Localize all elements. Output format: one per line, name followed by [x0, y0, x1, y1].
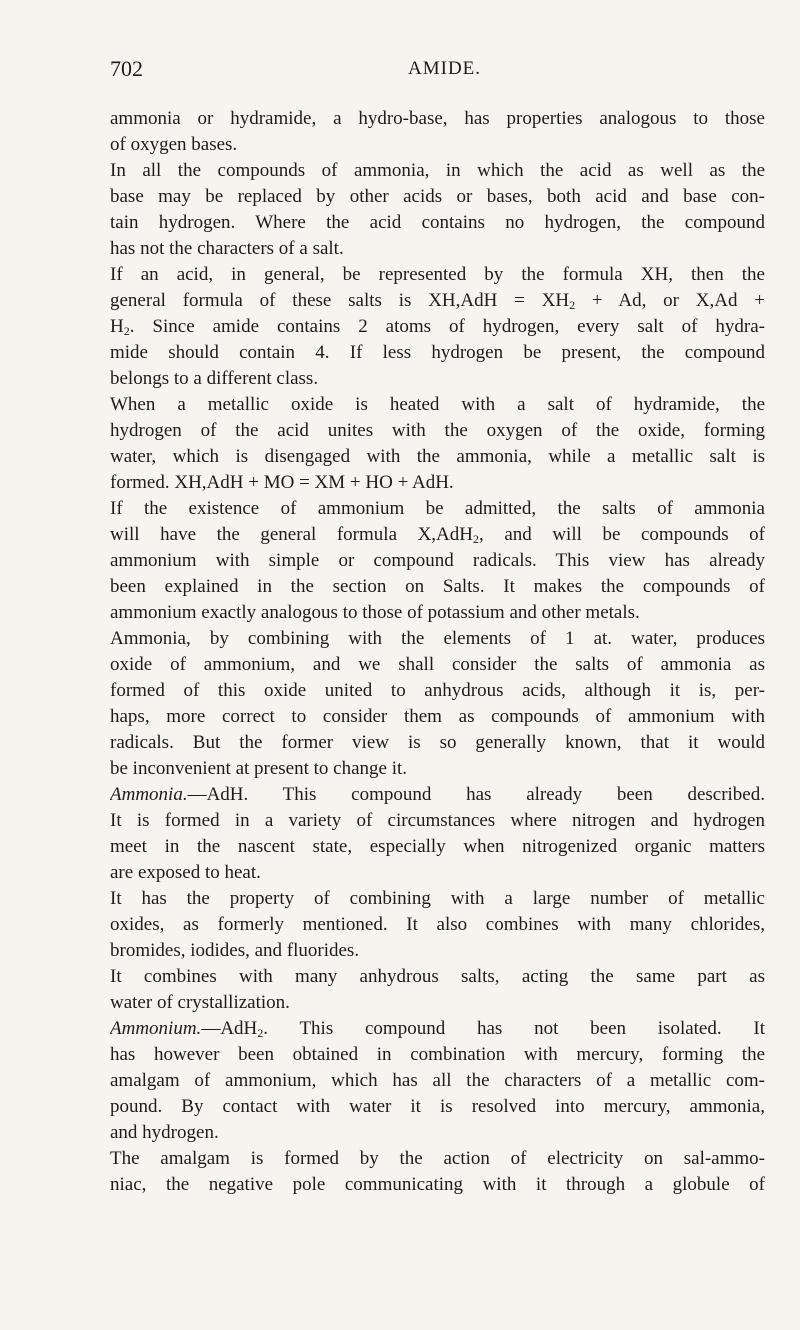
text-line	[110, 522, 765, 548]
text-run: has however been obtained in combination with mercury, forming the	[110, 1044, 765, 1065]
text-line	[110, 704, 765, 730]
text-run: H	[110, 316, 124, 337]
text-line	[110, 834, 765, 860]
text-line	[110, 236, 765, 262]
text-run: ammonium with simple or compound radicals. This view has already	[110, 550, 765, 571]
subscript: 2	[473, 532, 479, 546]
text-run: . Since amide contains 2 atoms of hydrogen, every salt of hydra-	[129, 316, 765, 337]
text-line	[110, 912, 765, 938]
text-run: —AdH	[201, 1018, 258, 1039]
text-line	[110, 1068, 765, 1094]
running-title: AMIDE.	[408, 58, 482, 79]
subscript: 2	[123, 324, 130, 338]
text-run: belongs to a different class.	[110, 368, 319, 389]
text-run: It is formed in a variety of circumstances where nitrogen and hydrogen	[110, 810, 765, 831]
subscript: 2	[569, 298, 576, 312]
text-run: of oxygen bases.	[110, 134, 238, 155]
text-run: It combines with many anhydrous salts, acting the same part as	[110, 966, 765, 987]
text-run: meet in the nascent state, especially when nitrogenized organic matters	[110, 836, 765, 857]
text-line	[110, 288, 765, 314]
text-line	[110, 262, 765, 288]
text-line	[110, 392, 765, 418]
text-run: pound. By contact with water it is resolved into mercury, ammonia,	[110, 1096, 765, 1117]
text-line	[110, 756, 765, 782]
text-line	[110, 964, 765, 990]
text-run: formed. XH,AdH + MO = XM + HO + AdH.	[110, 472, 454, 493]
text-line	[110, 184, 765, 210]
text-line	[110, 444, 765, 470]
subscript: 2	[257, 1026, 264, 1040]
text-line	[110, 1042, 765, 1068]
text-line	[110, 1016, 765, 1042]
text-line	[110, 470, 765, 496]
body-text	[110, 106, 765, 1198]
text-line	[110, 886, 765, 912]
text-run: hydrogen of the acid unites with the oxygen of the oxide, forming	[110, 420, 765, 441]
text-run: tain hydrogen. Where the acid contains no hydrogen, the compound	[110, 212, 765, 233]
text-line	[110, 574, 765, 600]
text-run: been explained in the section on Salts. It makes the compounds of	[110, 576, 765, 597]
text-run: bromides, iodides, and fluorides.	[110, 940, 360, 961]
text-run: general formula of these salts is XH,AdH = XH	[110, 290, 570, 311]
text-run: and hydrogen.	[110, 1122, 219, 1143]
text-run: radicals. But the former view is so generally known, that it would	[110, 732, 765, 753]
section-heading: Ammonium.	[110, 1018, 202, 1039]
text-line	[110, 860, 765, 886]
text-line	[110, 210, 765, 236]
page-header	[110, 56, 765, 86]
text-line	[110, 366, 765, 392]
text-run: ammonia or hydramide, a hydro-base, has properties analogous to those	[110, 108, 765, 129]
text-run: The amalgam is formed by the action of electricity on sal-ammo-	[110, 1148, 765, 1169]
text-run: , and will be compounds of	[479, 524, 765, 545]
text-line	[110, 314, 765, 340]
text-run: In all the compounds of ammonia, in which the acid as well as the	[110, 160, 765, 181]
text-run: be inconvenient at present to change it.	[110, 758, 408, 779]
text-line	[110, 678, 765, 704]
text-line	[110, 1094, 765, 1120]
text-line	[110, 600, 765, 626]
text-run: are exposed to heat.	[110, 862, 261, 883]
text-run: water, which is disengaged with the ammonia, while a metallic salt is	[110, 446, 765, 467]
text-line	[110, 782, 765, 808]
text-run: niac, the negative pole communicating with it through a globule of	[110, 1174, 765, 1195]
text-run: water of crystallization.	[110, 992, 290, 1013]
text-line	[110, 1172, 765, 1198]
text-run: . This compound has not been isolated. It	[263, 1018, 765, 1039]
text-run: oxides, as formerly mentioned. It also combines with many chlorides,	[110, 914, 765, 935]
text-line	[110, 938, 765, 964]
text-run: haps, more correct to consider them as compounds of ammonium with	[110, 706, 765, 727]
text-run: When a metallic oxide is heated with a salt of hydramide, the	[110, 394, 765, 415]
text-run: has not the characters of a salt.	[110, 238, 344, 259]
text-line	[110, 418, 765, 444]
text-run: base may be replaced by other acids or bases, both acid and base con-	[110, 186, 765, 207]
text-run: —AdH. This compound has already been described.	[187, 784, 765, 805]
text-run: If an acid, in general, be represented by the formula XH, then the	[110, 264, 765, 285]
page-number: 702	[110, 56, 143, 81]
section-heading: Ammonia.	[110, 784, 188, 805]
text-run: + Ad, or X,Ad +	[575, 290, 765, 311]
text-run: Ammonia, by combining with the elements of 1 at. water, produces	[110, 628, 765, 649]
text-line	[110, 132, 765, 158]
text-run: will have the general formula X,AdH	[110, 524, 473, 545]
text-line	[110, 548, 765, 574]
text-run: It has the property of combining with a large number of metallic	[110, 888, 765, 909]
text-line	[110, 808, 765, 834]
text-run: amalgam of ammonium, which has all the characters of a metallic com-	[110, 1070, 765, 1091]
text-line	[110, 340, 765, 366]
text-line	[110, 106, 765, 132]
text-line	[110, 496, 765, 522]
text-run: mide should contain 4. If less hydrogen be present, the compound	[110, 342, 765, 363]
text-line	[110, 990, 765, 1016]
text-run: formed of this oxide united to anhydrous acids, although it is, per-	[110, 680, 765, 701]
text-run: oxide of ammonium, and we shall consider the salts of ammonia as	[110, 654, 765, 675]
text-run: If the existence of ammonium be admitted, the salts of ammonia	[110, 498, 765, 519]
text-line	[110, 1120, 765, 1146]
text-line	[110, 158, 765, 184]
text-line	[110, 626, 765, 652]
text-line	[110, 652, 765, 678]
text-line	[110, 1146, 765, 1172]
text-line	[110, 730, 765, 756]
text-run: ammonium exactly analogous to those of potassium and other metals.	[110, 602, 640, 623]
